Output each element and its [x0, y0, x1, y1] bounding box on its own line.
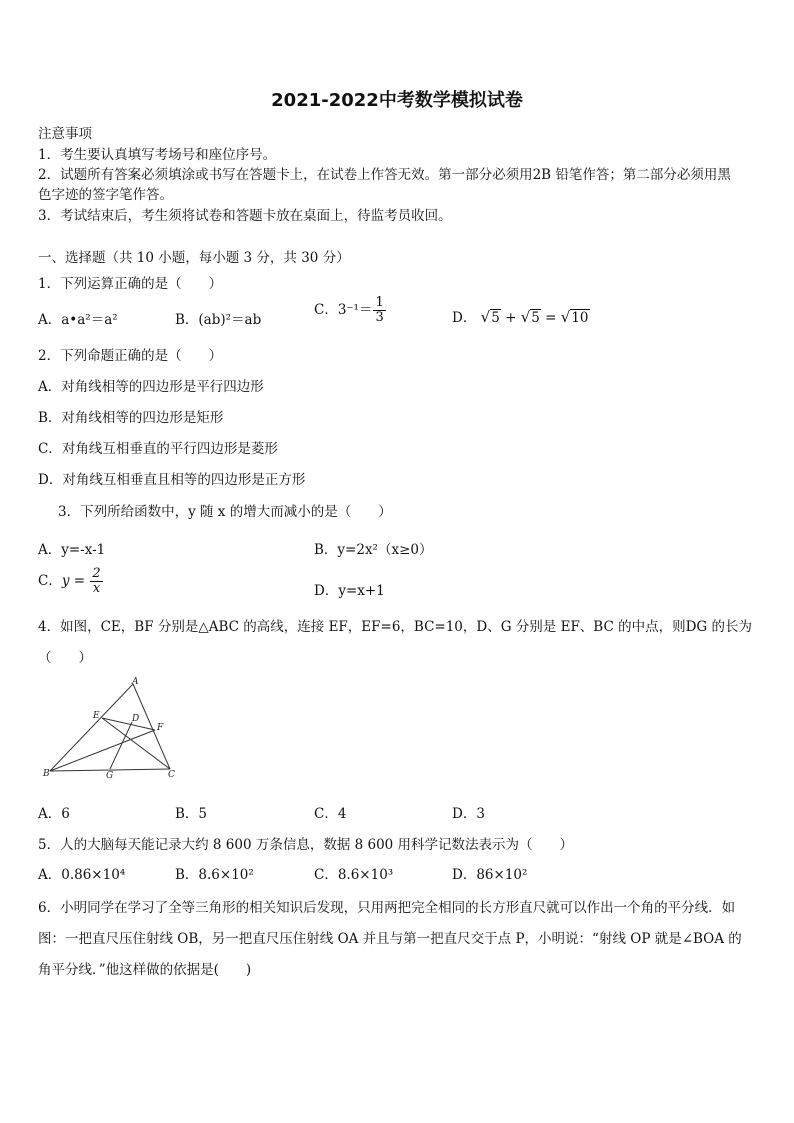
- option-b: B．y=2x²（x≥0）: [314, 542, 433, 558]
- sqrt-expression: √10: [560, 308, 589, 326]
- note-item: 3．考试结束后，考生须将试卷和答题卡放在桌面上，待监考员收回。: [38, 208, 452, 224]
- plus-sign: +: [505, 310, 517, 326]
- fraction-denominator: 3: [375, 310, 384, 325]
- equals-sign: =: [545, 310, 557, 326]
- option-a: A．0.86×10⁴: [38, 867, 126, 883]
- option-c: C．4: [314, 806, 347, 822]
- label-e: E: [93, 711, 100, 721]
- option-b: B．8.6×10²: [175, 867, 254, 883]
- note-item: 1．考生要认真填写考场号和座位序号。: [38, 147, 277, 163]
- label-f: F: [157, 723, 164, 733]
- radicand: 10: [571, 310, 589, 326]
- fraction-denominator: x: [92, 581, 101, 596]
- question-stem: 角平分线．”他这样做的依据是( ): [38, 962, 252, 978]
- question-stem-continued: （ ）: [38, 650, 92, 666]
- sqrt-expression: √5: [480, 308, 500, 326]
- option-a: A．a•a²＝a²: [38, 312, 118, 328]
- page-title: 2021-2022中考数学模拟试卷: [271, 90, 523, 111]
- option-c: C．对角线互相垂直的平行四边形是菱形: [38, 441, 278, 457]
- fraction: [373, 296, 385, 325]
- notes-heading: 注意事项: [38, 126, 92, 142]
- option-c: C．8.6×10³: [314, 867, 394, 883]
- label-b: B: [43, 769, 50, 779]
- option-d: D．86×10²: [452, 867, 528, 883]
- question-stem: 6．小明同学在学习了全等三角形的相关知识后发现，只用两把完全相同的长方形直尺就可以作出一个角的平分线．如: [38, 900, 736, 916]
- function-lhs: y =: [61, 573, 86, 589]
- label-g: G: [106, 771, 114, 780]
- option-a: A．y=-x-1: [38, 542, 106, 558]
- option-c-prefix: C．: [38, 573, 62, 589]
- option-d: D．对角线互相垂直且相等的四边形是正方形: [38, 472, 306, 488]
- question-stem: 3．下列所给函数中，y 随 x 的增大而减小的是（ ）: [58, 504, 392, 520]
- option-d-prefix: D．: [452, 310, 477, 326]
- segment-bf: [50, 730, 155, 771]
- option-a: A．对角线相等的四边形是平行四边形: [38, 379, 264, 395]
- option-d: D．3: [452, 806, 485, 822]
- question-stem: 5．人的大脑每天能记录大约 8 600 万条信息，数据 8 600 用科学记数法表示为（ ）: [38, 837, 574, 853]
- fraction: [90, 567, 102, 596]
- radicand: 5: [531, 310, 540, 326]
- fraction-numerator: 1: [375, 295, 384, 310]
- option-b: B．(ab)²＝ab: [175, 312, 262, 328]
- question-stem: 图：一把直尺压住射线 OB，另一把直尺压住射线 OA 并且与第一把直尺交于点 P，小明说：“射线 OP 就是∠BOA 的: [38, 931, 742, 947]
- label-d: D: [132, 714, 140, 724]
- segment-ab: [50, 684, 133, 771]
- option-b: B．对角线相等的四边形是矩形: [38, 410, 224, 426]
- radicand: 5: [491, 310, 500, 326]
- label-a: A: [132, 677, 139, 687]
- note-item: 2．试题所有答案必须填涂或书写在答题卡上，在试卷上作答无效。第一部分必须用2B 铅笔作答；第二部分必须用黑: [38, 167, 731, 183]
- section-heading: 一、选择题（共 10 小题，每小题 3 分，共 30 分）: [38, 250, 350, 266]
- sqrt-expression: √5: [520, 308, 540, 326]
- question-stem: 4．如图，CE，BF 分别是△ABC 的高线，连接 EF，EF=6，BC=10，D、G 分别是 EF、BC 的中点，则DG 的长为: [38, 619, 753, 635]
- segment-dg: [110, 722, 132, 769]
- question-stem: 1．下列运算正确的是（ ）: [38, 276, 223, 292]
- question-stem: 2．下列命题正确的是（ ）: [38, 348, 223, 364]
- label-c: C: [168, 770, 175, 780]
- option-b: B．5: [175, 806, 208, 822]
- option-d: [452, 306, 590, 326]
- triangle-figure: [40, 676, 190, 780]
- option-c: [38, 567, 103, 596]
- fraction-numerator: 2: [92, 566, 101, 581]
- option-a: A．6: [38, 806, 70, 822]
- option-c-prefix: C．3⁻¹＝: [314, 302, 373, 318]
- note-item: 色字迹的签字笔作答。: [38, 187, 173, 203]
- option-c: [314, 296, 386, 325]
- option-d: D．y=x+1: [314, 583, 385, 599]
